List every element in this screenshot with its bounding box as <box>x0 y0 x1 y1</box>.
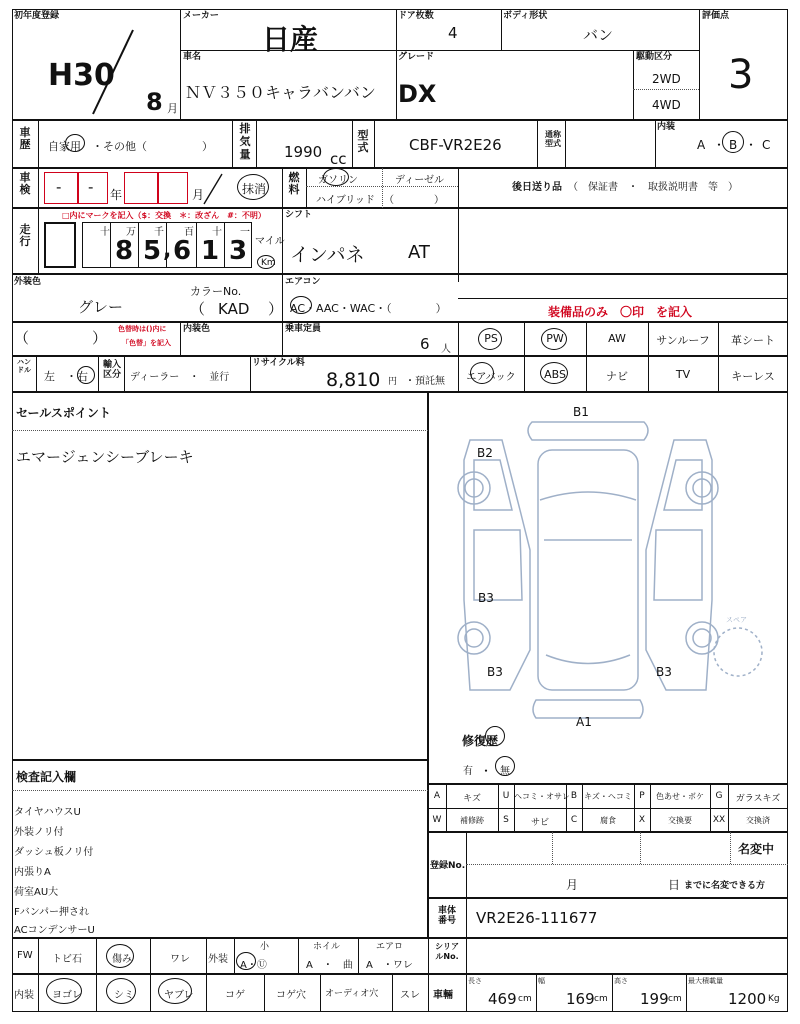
width-label: 幅 <box>538 977 545 985</box>
recycle-value: 8,810 <box>326 369 381 391</box>
equip-abs: ABS <box>544 368 566 381</box>
equip-keyless: キーレス <box>731 370 775 383</box>
inspection-month-unit: 月 <box>192 188 205 202</box>
grade-label: グレード <box>398 52 435 62</box>
damage-b3-left: B3 <box>478 591 494 605</box>
height-unit: cm <box>668 994 682 1004</box>
aero-value: A ・ワレ <box>366 960 413 971</box>
inspection-notes-label: 検査記入欄 <box>16 770 77 784</box>
inspection-slash <box>198 172 228 206</box>
maker-value: 日産 <box>262 23 319 56</box>
repair-no-circle <box>495 756 515 776</box>
legend-w-code: W <box>432 815 442 825</box>
handle-value: 左 ・右 <box>44 370 88 383</box>
legend-p-desc: 色あせ・ボケ <box>656 792 704 801</box>
fw-item-crack: ワレ <box>170 954 190 965</box>
fw-item-damage: 傷み <box>112 954 132 965</box>
fuel-hybrid: ハイブリッド <box>316 195 375 206</box>
mileage-label: 走行 <box>19 223 31 248</box>
fw-item-chip: トビ石 <box>52 954 82 965</box>
import-value: ディーラー ・ 並行 <box>130 372 230 383</box>
drive-2wd: 2WD <box>652 72 681 86</box>
legend-u-code: U <box>502 791 510 801</box>
note-line-0: タイヤハウスU <box>14 807 81 818</box>
wheel-value: A ・ 曲 <box>306 960 353 971</box>
int-item-scuff: スレ <box>400 990 420 1001</box>
int-item-dirt: ヨゴレ <box>52 990 82 1001</box>
score-label: 評価点 <box>702 11 730 21</box>
width-value: 169 <box>566 990 595 1008</box>
legend-g-code: G <box>715 791 723 801</box>
legend-b-code: B <box>570 791 578 801</box>
equip-airbag-circle <box>470 362 494 384</box>
mileage-digit-2: 5 <box>142 236 162 266</box>
equip-airbag: エアバック <box>466 372 516 383</box>
note-line-5: Fバンパー押され <box>14 907 90 918</box>
int-item-stain: シミ <box>114 990 134 1001</box>
name-change-status: 名変中 <box>738 842 775 856</box>
damage-b3-right: B3 <box>656 665 672 679</box>
color-no-label: カラーNo. <box>190 285 242 298</box>
int-item-tear: ヤブレ <box>164 990 194 1001</box>
vin-label: 車体番号 <box>437 906 456 926</box>
doors-label: ドア枚数 <box>398 11 434 21</box>
fuel-label: 燃料 <box>288 171 300 196</box>
equip-ps: PS <box>484 332 498 345</box>
expired-circle <box>237 174 269 200</box>
interior-a: A <box>697 138 706 152</box>
equip-abs-circle <box>540 362 568 384</box>
exterior-color-value: グレー <box>78 298 124 316</box>
reg-no-label: 登録No. <box>430 861 466 871</box>
mileage-note: □内にマークを記入（$：交換 ＊：改ざん #：不明） <box>62 211 266 220</box>
int-item-audio-hole: オーディオ穴 <box>325 989 379 999</box>
grade-value: DX <box>398 80 437 108</box>
body-value: バン <box>583 26 614 44</box>
ac-label: エアコン <box>285 277 321 287</box>
mileage-comma: , <box>163 238 172 263</box>
interior-b: B <box>729 138 738 152</box>
interior-b-circle <box>722 131 744 153</box>
height-label: 高さ <box>614 977 628 985</box>
color-no-value: KAD <box>218 300 250 318</box>
mileage-digit-3: 6 <box>172 236 192 266</box>
legend-a-desc: キズ <box>463 794 481 804</box>
drive-4wd: 4WD <box>652 98 681 112</box>
length-unit: cm <box>518 994 532 1004</box>
equip-leather: 革シート <box>731 334 775 347</box>
maker-label: メーカー <box>183 11 219 21</box>
repair-label-circle <box>485 726 505 746</box>
mileage-unit-3: 百 <box>184 227 194 238</box>
interior-grade-label: 内装 <box>657 122 676 132</box>
aero-label: エアロ <box>376 942 404 952</box>
shift-type: インパネ <box>290 244 365 266</box>
equip-sunroof: サンルーフ <box>656 334 710 347</box>
history-circle <box>65 134 85 152</box>
legend-b-desc: キズ・ヘコミ <box>584 792 632 801</box>
length-value: 469 <box>488 990 517 1008</box>
body-label: ボディ形状 <box>503 11 548 21</box>
mileage-unit-4: 十 <box>212 227 222 238</box>
mile-label: マイル <box>255 236 285 247</box>
damage-a1: A1 <box>576 715 592 729</box>
legend-xx-code: XX <box>712 815 726 825</box>
note-line-2: ダッシュ板ノリ付 <box>14 847 94 858</box>
note-line-6: ACコンデンサーU <box>14 925 95 936</box>
legend-p-code: P <box>639 791 645 801</box>
inspection-dash-2: - <box>88 178 94 196</box>
max-load-label: 最大積載量 <box>688 977 723 985</box>
int-stain-circle <box>106 978 136 1004</box>
sales-point-label: セールスポイント <box>16 406 111 420</box>
history-label: 車歴 <box>19 126 31 151</box>
legend-u-desc: ヘコミ・オサレ <box>514 792 570 801</box>
handle-circle <box>77 366 95 384</box>
slash-mark <box>85 28 145 116</box>
sales-point-text: エマージェンシーブレーキ <box>16 448 194 466</box>
first-reg-month: 8 <box>146 88 163 116</box>
capacity-label: 乗車定員 <box>285 324 322 334</box>
month-unit: 月 <box>167 102 178 115</box>
displacement-label: 排気量 <box>239 122 251 161</box>
fuel-gasoline-circle <box>323 168 349 186</box>
inspection-label: 車検 <box>19 171 31 196</box>
note-line-1: 外装ノリ付 <box>14 827 64 838</box>
color-change-note-1: 色替時は()内に <box>118 325 167 333</box>
legend-x-code: X <box>638 815 646 825</box>
fw-damage-circle <box>106 944 134 968</box>
fuel-gasoline: ガソリン <box>318 175 358 186</box>
capacity-unit: 人 <box>441 344 451 355</box>
repair-yes: 有 <box>463 766 473 777</box>
vin-value: VR2E26-111677 <box>476 909 598 927</box>
name-change-day: 日 <box>668 878 681 892</box>
mileage-digit-1: 8 <box>114 236 134 266</box>
year-unit: 年 <box>110 188 123 202</box>
mileage-digit-4: 1 <box>200 236 220 266</box>
exterior-color-label: 外装色 <box>14 277 42 287</box>
int-dirt-circle <box>46 978 82 1004</box>
ac-value: AC・AAC・WAC・（ ） <box>290 302 447 315</box>
fw-label: FW <box>17 950 33 961</box>
legend-xx-desc: 交換済 <box>746 816 770 825</box>
model-label: 型式 <box>357 129 369 154</box>
import-label: 輸入区分 <box>102 360 121 380</box>
color-change-note-2: 「色替」を記入 <box>122 339 171 347</box>
expired-label: 抹消 <box>242 182 267 196</box>
equip-navi: ナビ <box>606 370 628 383</box>
doors-value: 4 <box>448 24 458 42</box>
km-circle <box>257 255 275 269</box>
capacity-value: 6 <box>420 335 430 353</box>
length-label: 長さ <box>468 977 482 985</box>
height-value: 199 <box>640 990 669 1008</box>
max-load-value: 1200 <box>728 990 767 1008</box>
exterior-parts-label: 外装 <box>208 954 228 965</box>
displacement-unit: cc <box>330 150 347 168</box>
model-value: CBF-VR2E26 <box>409 136 502 154</box>
mileage-unit-2: 千 <box>154 227 164 238</box>
recycle-deposit: ・預託無 <box>405 376 445 387</box>
mileage-digit-5: 3 <box>228 236 248 266</box>
interior-row-label: 内装 <box>14 990 34 1001</box>
score-value: 3 <box>728 52 754 98</box>
note-line-4: 荷室AU大 <box>14 887 59 898</box>
equip-tv: TV <box>675 368 691 381</box>
max-load-unit: Kg <box>768 994 780 1004</box>
first-reg-year: H30 <box>48 58 115 93</box>
handle-label: ハンドル <box>17 358 31 374</box>
ac-circle <box>290 296 312 314</box>
drive-label: 駆動区分 <box>636 52 673 62</box>
damage-b3-rear: B3 <box>487 665 503 679</box>
mileage-unit-0: 十 <box>100 227 110 238</box>
displacement-value: 1990 <box>284 143 323 161</box>
km-label: Km <box>261 258 276 268</box>
fuel-other: （ ） <box>384 195 444 206</box>
legend-c-code: C <box>570 815 578 825</box>
equip-aw: AW <box>608 332 626 345</box>
mileage-unit-5: 一 <box>240 227 250 238</box>
legend-w-desc: 補修跡 <box>460 816 484 825</box>
wheel-label: ホイル <box>313 942 341 952</box>
dimension-label: 車輛 <box>433 990 453 1001</box>
interior-c: C <box>762 138 771 152</box>
legend-c-desc: 腐食 <box>600 816 616 825</box>
small-parts-value: A・Ⓤ <box>240 960 267 971</box>
small-parts-circle <box>236 952 256 970</box>
name-change-month: 月 <box>566 878 579 892</box>
recycle-unit: 円 <box>388 377 398 387</box>
legend-s-code: S <box>503 815 509 825</box>
later-items: （ 保証書 ・ 取扱説明書 等 ） <box>568 182 738 193</box>
int-item-burn: コゲ <box>225 990 245 1001</box>
shift-label: シフト <box>285 210 313 220</box>
width-unit: cm <box>594 994 608 1004</box>
repair-no: 無 <box>500 766 510 777</box>
recycle-label: リサイクル料 <box>252 358 305 368</box>
int-tear-circle <box>158 978 192 1004</box>
repair-label: 修復歴 <box>462 734 499 748</box>
shift-value: AT <box>408 242 430 263</box>
legend-s-desc: サビ <box>530 818 549 828</box>
car-name-value: ＮＶ３５０キャラバンバン <box>185 83 376 102</box>
first-reg-label: 初年度登録 <box>14 11 60 21</box>
equip-pw: PW <box>546 332 564 345</box>
equip-pw-circle <box>541 328 567 350</box>
small-parts-label: 小 <box>260 942 270 952</box>
int-item-burn-hole: コゲ穴 <box>276 990 306 1001</box>
fuel-diesel: ディーゼル <box>395 175 444 186</box>
legend-g-desc: ガラスキズ <box>735 794 781 804</box>
name-change-deadline: までに名変できる方 <box>684 881 766 891</box>
damage-b1: B1 <box>573 405 589 419</box>
interior-color-label: 内装色 <box>183 324 211 334</box>
legend-a-code: A <box>433 791 441 801</box>
common-model-label: 通称型式 <box>545 130 561 148</box>
equip-ps-circle <box>478 328 502 350</box>
note-line-3: 内張りA <box>14 867 51 878</box>
inspection-dash-1: - <box>56 178 62 196</box>
spare-label: スペア <box>726 616 747 624</box>
serial-label: シリアルNo. <box>435 942 459 961</box>
equipment-header: 装備品のみ 〇印 を記入 <box>548 305 693 319</box>
later-label: 後日送り品 <box>512 182 562 193</box>
car-name-label: 車名 <box>183 52 202 62</box>
legend-x-desc: 交換要 <box>668 816 692 825</box>
mileage-unit-1: 万 <box>126 227 136 238</box>
damage-b2: B2 <box>477 446 493 460</box>
history-value: 自家用 ・その他（ ） <box>48 140 213 153</box>
